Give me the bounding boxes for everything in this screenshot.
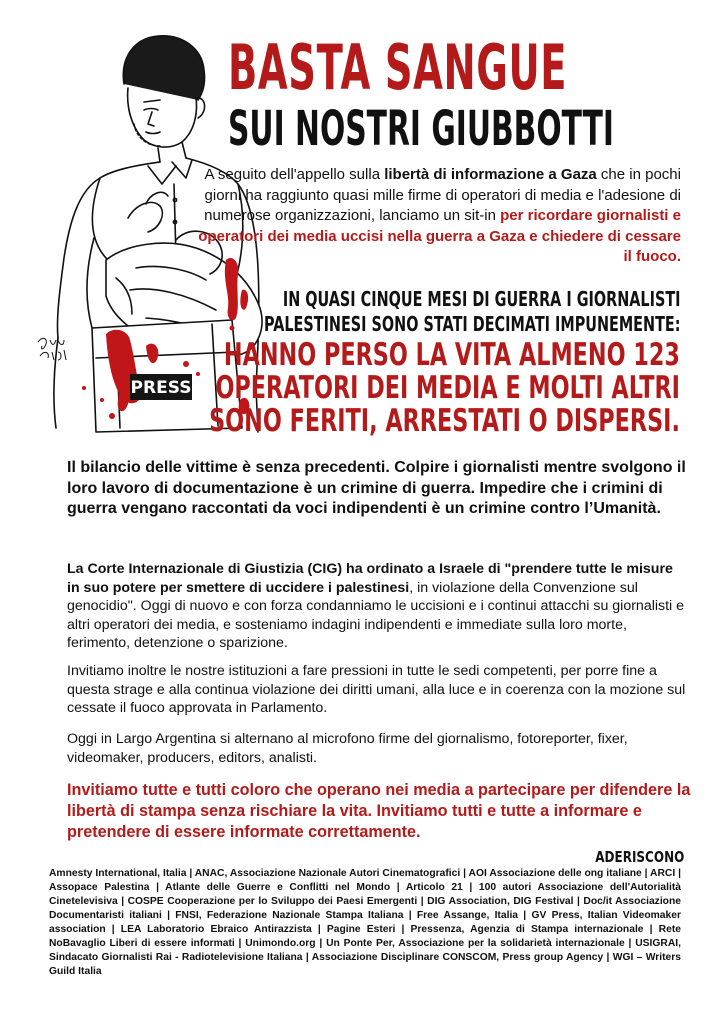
headline-red [209, 339, 680, 438]
cig-rest-text: , in violazione della Convenzione sul genocidio". Oggi di nuovo e con forza condanniamo le uccisioni e i continui attacchi su giornalisti e altri operatori dei media, e sosteniamo indagini indipendenti e immediate sulla loro morte, ferimento, detenzione o sparizione. [67, 579, 685, 651]
organizations-list: Amnesty International, Italia | ANAC, Associazione Nazionale Autori Cinematografici | AOI Associazione delle ong italiane | ARCI | Assopace Palestina | Atlante delle Guerre e Conflitti nel Mondo | Articolo 21 | 100 autori Associazione dell'Autorialità Cinetelevisiva | COSPE Cooperazione per lo Sviluppo dei Paesi Emergenti | DIG Association, DIG Festival | Doc/it Associazione Documentaristi italiani | FNSI, Federazione Nazionale Stampa Italiana | Free Assange, Italia | GV Press, Italian Videomaker association | LEA Laboratorio Ebraico Antirazzista | Pagine Esteri | Pressenza, Agenzia di Stampa internazionale | Rete NoBavaglio Liberi di essere informati | Unimondo.org | Un Ponte Per, Associazione per la solidarietà internazionale | USIGRAI, Sindacato Giornalisti Rai - Radiotelevisione Italiana | Associazione Disciplinare CONSCOM, Press group Agency | WGI – Writers Guild Italia [49, 868, 681, 977]
headline-red-line-3: SONO FERITI, ARRESTATI O DISPERSI. [209, 403, 680, 439]
press-label: PRESS [130, 378, 192, 398]
intro-text-2: che in pochi giorni ha raggiunto quasi mille firme di operatori di media e l'adesione di numerose organizzazioni, lanciamo un sit-in [204, 166, 681, 224]
headline-red-line-2: OPERATORI DEI MEDIA E MOLTI ALTRI [215, 370, 680, 406]
intro-text-1: A seguito dell'appello sulla [204, 166, 385, 183]
cig-bold-text: La Corte Internazionale di Giustizia (CIG) ha ordinato a Israele di "prendere tutte le misure in suo potere per smettere di uccidere i palestinesi [67, 561, 673, 596]
poster-subtitle: SUI NOSTRI GIUBBOTTI [228, 101, 615, 157]
call-to-action-paragraph: Invitiamo tutte e tutti coloro che operano nei media a partecipare per difendere la libertà di stampa senza rischiare la vita. Invitiamo tutti e tutte a informare e pretendere di essere informate correttamente. [67, 781, 691, 841]
press-patch [130, 374, 192, 400]
victims-paragraph: Il bilancio delle vittime è senza precedenti. Colpire i giornalisti mentre svolgono il loro lavoro di documentazione è un crimine di guerra. Impedire che i crimini di guerra vengano raccontati da voci indipendenti è un crimine contro l’Umanità. [67, 459, 686, 517]
intro-red-text: per ricordare giornalisti e operatori dei media uccisi nella guerra a Gaza e chiedere di cessare il fuoco. [198, 207, 681, 265]
institutions-paragraph: Invitiamo inoltre le nostre istituzioni a fare pressioni in tutte le sedi competenti, per porre fine a questa strage e alla continua violazione dei diritti umani, alla luce e in coerenza con la mozione sul cessate il fuoco approvata in Parlamento. [67, 663, 686, 716]
aderiscono-label: ADERISCONO [594, 848, 684, 866]
artist-signature [38, 338, 66, 360]
largo-argentina-paragraph: Oggi in Largo Argentina si alternano al microfono firme del giornalismo, fotoreporter, fixer, videomaker, producers, editors, analisti. [67, 731, 628, 766]
headline-black [263, 287, 680, 337]
cig-paragraph [67, 560, 687, 653]
headline-black-line-1: IN QUASI CINQUE MESI DI GUERRA I GIORNALISTI [282, 287, 680, 311]
headline-red-line-1: HANNO PERSO LA VITA ALMENO 123 [223, 337, 680, 373]
poster-title: BASTA SANGUE [228, 31, 568, 104]
intro-paragraph [195, 165, 681, 268]
headline-black-line-2: PALESTINESI SONO STATI DECIMATI IMPUNEMENTE: [263, 312, 680, 336]
intro-bold-1: libertà di informazione a Gaza [384, 166, 597, 183]
